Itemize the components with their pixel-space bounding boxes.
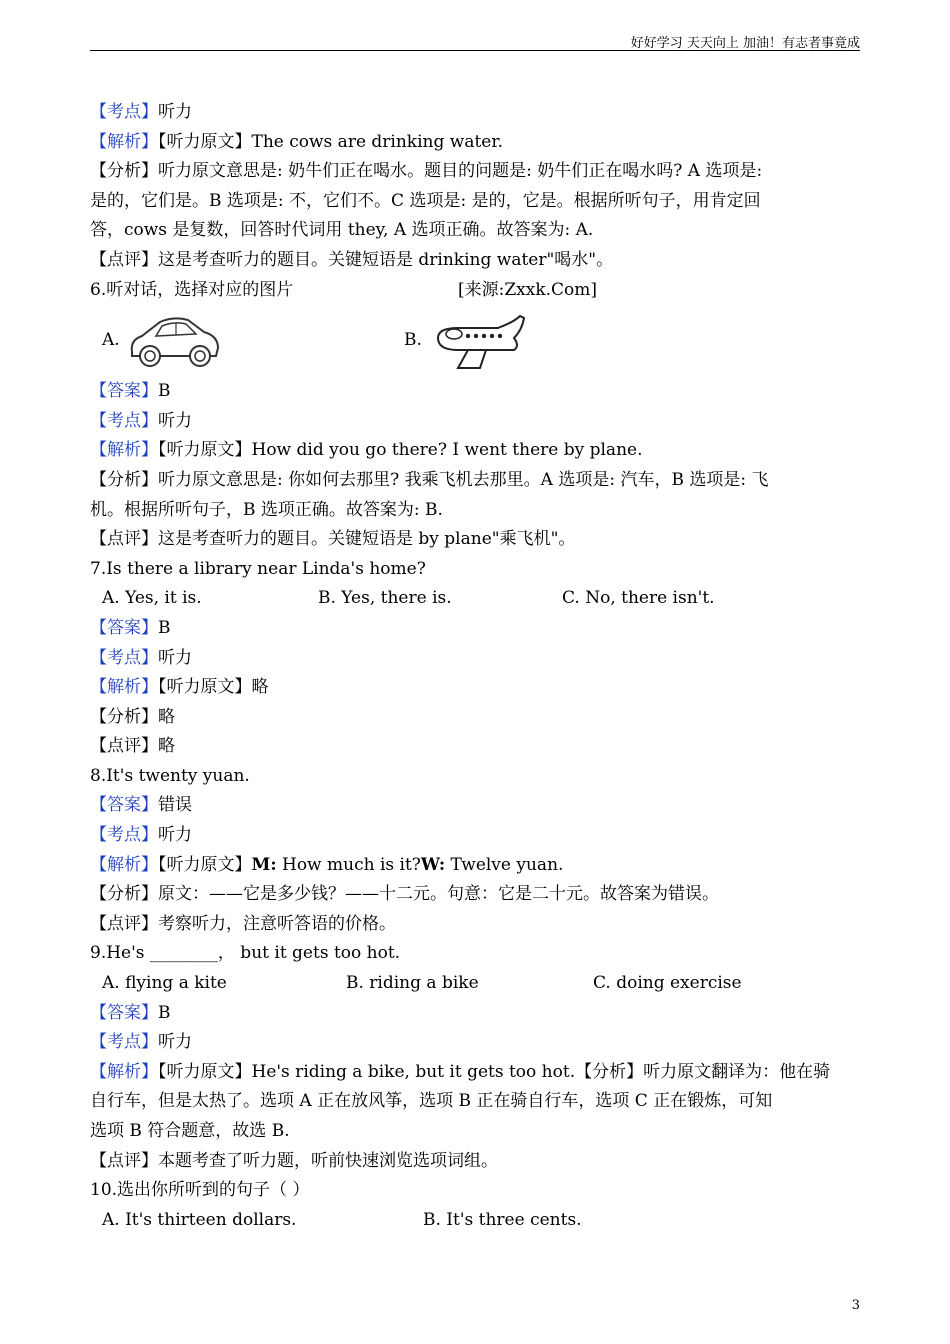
jiexi-line: 【解析】【听力原文】The cows are drinking water.	[90, 131, 504, 152]
page-header	[90, 30, 860, 51]
question-8: 8.It's twenty yuan.	[90, 765, 250, 786]
q6-option-a[interactable]: A.	[102, 310, 392, 372]
car-icon	[126, 310, 222, 372]
jiexi-line: 【解析】【听力原文】略	[90, 677, 269, 698]
question-7: 7.Is there a library near Linda's home?	[90, 558, 426, 579]
daan-line: 【答案】错误	[90, 795, 192, 816]
fenxi-line: 【分析】略	[90, 706, 175, 727]
q9-option-a[interactable]: A. flying a kite	[102, 973, 227, 994]
dianping-line: 【点评】考察听力，注意听答语的价格。	[90, 913, 396, 934]
kaodian-line: 【考点】听力	[90, 825, 192, 846]
fenxi-line-3: 答，cows 是复数，回答时代词用 they, A 选项正确。故答案为: A.	[90, 220, 594, 241]
daan-line: 【答案】B	[90, 381, 171, 402]
q7-option-a[interactable]: A. Yes, it is.	[102, 588, 202, 609]
dianping-line: 【点评】这是考查听力的题目。关键短语是 drinking water"喝水"。	[90, 249, 614, 270]
dianping-line: 【点评】略	[90, 736, 175, 757]
document-body	[90, 98, 860, 1235]
jiexi-line: 【解析】【听力原文】He's riding a bike, but it gets too hot.【分析】听力原文翻译为：他在骑	[90, 1061, 831, 1082]
daan-line: 【答案】B	[90, 1002, 171, 1023]
jiexi-line: 【解析】【听力原文】How did you go there? I went there by plane.	[90, 440, 643, 461]
q7-option-b[interactable]: B. Yes, there is.	[318, 588, 452, 609]
q10-option-b[interactable]: B. It's three cents.	[423, 1209, 582, 1230]
kaodian-line: 【考点】听力	[90, 647, 192, 668]
fenxi-line: 【分析】听力原文意思是: 奶牛们正在喝水。题目的问题是: 奶牛们正在喝水吗? A 选项是:	[90, 161, 763, 182]
page-number: 3	[851, 1298, 860, 1313]
question-10: 10.选出你所听到的句子（ ）	[90, 1180, 310, 1201]
q9-option-c[interactable]: C. doing exercise	[593, 973, 742, 994]
q10-option-a[interactable]: A. It's thirteen dollars.	[102, 1209, 297, 1230]
fenxi-line-2: 是的，它们是。B 选项是: 不，它们不。C 选项是: 是的，它是。根据所听句子，用肯定回	[90, 190, 761, 211]
q6-options	[90, 305, 860, 377]
fenxi-line-2: 自行车，但是太热了。选项 A 正在放风筝，选项 B 正在骑自行车，选项 C 正在锻炼，可知	[90, 1091, 773, 1112]
question-9: 9.He's ________， but it gets too hot.	[90, 943, 401, 964]
question-6: 6.听对话，选择对应的图片 [来源:Zxxk.Com]	[90, 276, 860, 306]
fenxi-line-3: 选项 B 符合题意，故选 B.	[90, 1121, 290, 1141]
dianping-line: 【点评】本题考查了听力题，听前快速浏览选项词组。	[90, 1150, 498, 1171]
fenxi-line: 【分析】听力原文意思是: 你如何去那里? 我乘飞机去那里。A 选项是: 汽车，B 选项是: 飞	[90, 469, 769, 490]
airplane-icon	[428, 310, 528, 372]
q9-options	[90, 969, 860, 999]
source-note: [来源:Zxxk.Com]	[458, 279, 598, 300]
q7-option-c[interactable]: C. No, there isn't.	[562, 588, 715, 609]
header-text: 好好学习 天天向上 加油！有志者事竟成	[630, 36, 860, 51]
q7-options	[90, 584, 860, 614]
q9-option-b[interactable]: B. riding a bike	[346, 973, 479, 994]
fenxi-line: 【分析】原文：——它是多少钱？——十二元。句意：它是二十元。故答案为错误。	[90, 884, 719, 905]
fenxi-line-2: 机。根据所听句子，B 选项正确。故答案为: B.	[90, 499, 443, 520]
dianping-line: 【点评】这是考查听力的题目。关键短语是 by plane"乘飞机"。	[90, 529, 576, 550]
kaodian-line: 【考点】听力	[90, 1032, 192, 1053]
kaodian-line: 【考点】听力	[90, 410, 192, 431]
q10-options	[90, 1206, 860, 1236]
q6-option-b[interactable]: B.	[404, 310, 528, 372]
kaodian-line: 【考点】听力	[90, 102, 192, 122]
jiexi-line: 【解析】【听力原文】M: How much is it?W: Twelve yuan.	[90, 854, 564, 875]
daan-line: 【答案】B	[90, 617, 171, 638]
